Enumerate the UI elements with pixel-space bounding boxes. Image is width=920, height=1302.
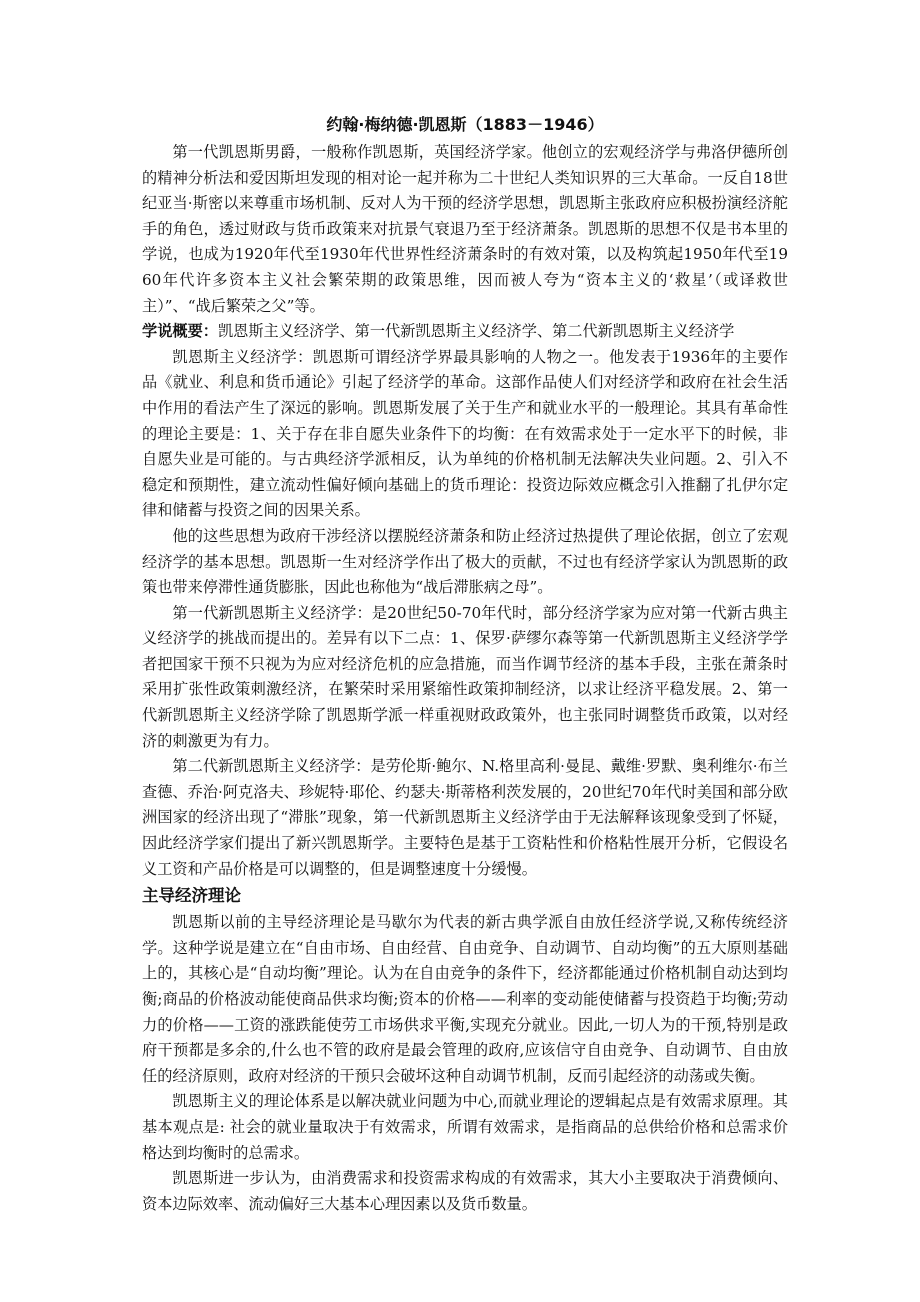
section-heading: 主导经济理论 bbox=[142, 886, 241, 906]
summary-label: 学说概要： bbox=[142, 322, 218, 341]
keynes-contribution-paragraph: 他的这些思想为政府干涉经济以摆脱经济萧条和防止经济过热提供了理论依据，创立了宏观经济学的基本思想。凯恩斯一生对经济学作出了极大的贡献，不过也有经济学家认为凯恩斯的政策也带来停滞性通货膨胀，因此也称他为“战后滞胀病之母”。 bbox=[142, 526, 788, 597]
demand-factors-paragraph: 凯恩斯进一步认为，由消费需求和投资需求构成的有效需求，其大小主要取决于消费倾向、资本边际效率、流动偏好三大基本心理因素以及货币数量。 bbox=[142, 1169, 788, 1213]
summary-text: 凯恩斯主义经济学、第一代新凯恩斯主义经济学、第二代新凯恩斯主义经济学 bbox=[217, 322, 735, 341]
second-gen-new-keynesian-paragraph: 第二代新凯恩斯主义经济学：是劳伦斯·鲍尔、N.格里高利·曼昆、戴维·罗默、奥利维尔·布兰查德、乔治·阿克洛夫、珍妮特·耶伦、约瑟夫·斯蒂格利茨发展的，20世纪70年代时美国和部分欧洲国家的经济出现了“滞胀”现象，第一代新凯恩斯主义经济学由于无法解释该现象受到了怀疑，因此经济学家们提出了新兴凯恩斯学。主要特色是基于工资粘性和价格粘性展开分析，它假设名义工资和产品价格是可以调整的，但是调整速度十分缓慢。 bbox=[142, 757, 788, 878]
intro-paragraph: 第一代凯恩斯男爵，一般称作凯恩斯，英国经济学家。他创立的宏观经济学与弗洛伊德所创的精神分析法和爱因斯坦发现的相对论一起并称为二十世纪人类知识界的三大革命。一反自18世纪亚当·斯密以来尊重市场机制、反对人为干预的经济学思想，凯恩斯主张政府应积极扮演经济舵手的角色，透过财政与货币政策来对抗景气衰退乃至于经济萧条。凯恩斯的思想不仅是书本里的学说，也成为1920年代至1930年代世界性经济萧条时的有效对策，以及构筑起1950年代至1960年代许多资本主义社会繁荣期的政策思维，因而被人夸为“资本主义的‘救星’（或译救世主）”、“战后繁荣之父”等。 bbox=[142, 143, 788, 315]
keynesian-economics-paragraph: 凯恩斯主义经济学：凯恩斯可谓经济学界最具影响的人物之一。他发表于1936年的主要作品《就业、利息和货币通论》引起了经济学的革命。这部作品使人们对经济学和政府在社会生活中作用的看法产生了深远的影响。凯恩斯发展了关于生产和就业水平的一般理论。其具有革命性的理论主要是：1、关于存在非自愿失业条件下的均衡：在有效需求处于一定水平下的时候，非自愿失业是可能的。与古典经济学派相反，认为单纯的价格机制无法解决失业问题。2、引入不稳定和预期性，建立流动性偏好倾向基础上的货币理论：投资边际效应概念引入推翻了扎伊尔定律和储蓄与投资之间的因果关系。 bbox=[142, 347, 788, 520]
first-gen-new-keynesian-paragraph: 第一代新凯恩斯主义经济学：是20世纪50-70年代时，部分经济学家为应对第一代新古典主义经济学的挑战而提出的。差异有以下二点：1、保罗·萨缪尔森等第一代新凯恩斯主义经济学学者把国家干预不只视为为应对经济危机的应急措施，而当作调节经济的基本手段，主张在萧条时采用扩张性政策刺激经济，在繁荣时采用紧缩性政策抑制经济，以求让经济平稳发展。2、第一代新凯恩斯主义经济学除了凯恩斯学派一样重视财政政策外，也主张同时调整货币政策，以对经济的刺激更为有力。 bbox=[142, 603, 788, 750]
summary-line bbox=[142, 319, 788, 345]
effective-demand-paragraph: 凯恩斯主义的理论体系是以解决就业问题为中心,而就业理论的逻辑起点是有效需求原理。其基本观点是: 社会的就业量取决于有效需求，所谓有效需求，是指商品的总供给价格和总需求价格达到均衡时的总需求。 bbox=[142, 1092, 788, 1162]
classical-theory-paragraph: 凯恩斯以前的主导经济理论是马歇尔为代表的新古典学派自由放任经济学说,又称传统经济学。这种学说是建立在“自由市场、自由经营、自由竞争、自动调节、自动均衡”的五大原则基础上的，其核心是“自动均衡”理论。认为在自由竞争的条件下，经济都能通过价格机制自动达到均衡;商品的价格波动能使商品供求均衡;资本的价格——利率的变动能使储蓄与投资趋于均衡;劳动力的价格——工资的涨跌能使劳工市场供求平衡,实现充分就业。因此,一切人为的干预,特别是政府干预都是多余的,什么也不管的政府是最会管理的政府,应该信守自由竞争、自动调节、自由放任的经济原则，政府对经济的干预只会破坏这种自动调节机制，反而引起经济的动荡或失衡。 bbox=[142, 913, 788, 1085]
document-title: 约翰·梅纳德·凯恩斯（1883－1946） bbox=[326, 115, 604, 134]
